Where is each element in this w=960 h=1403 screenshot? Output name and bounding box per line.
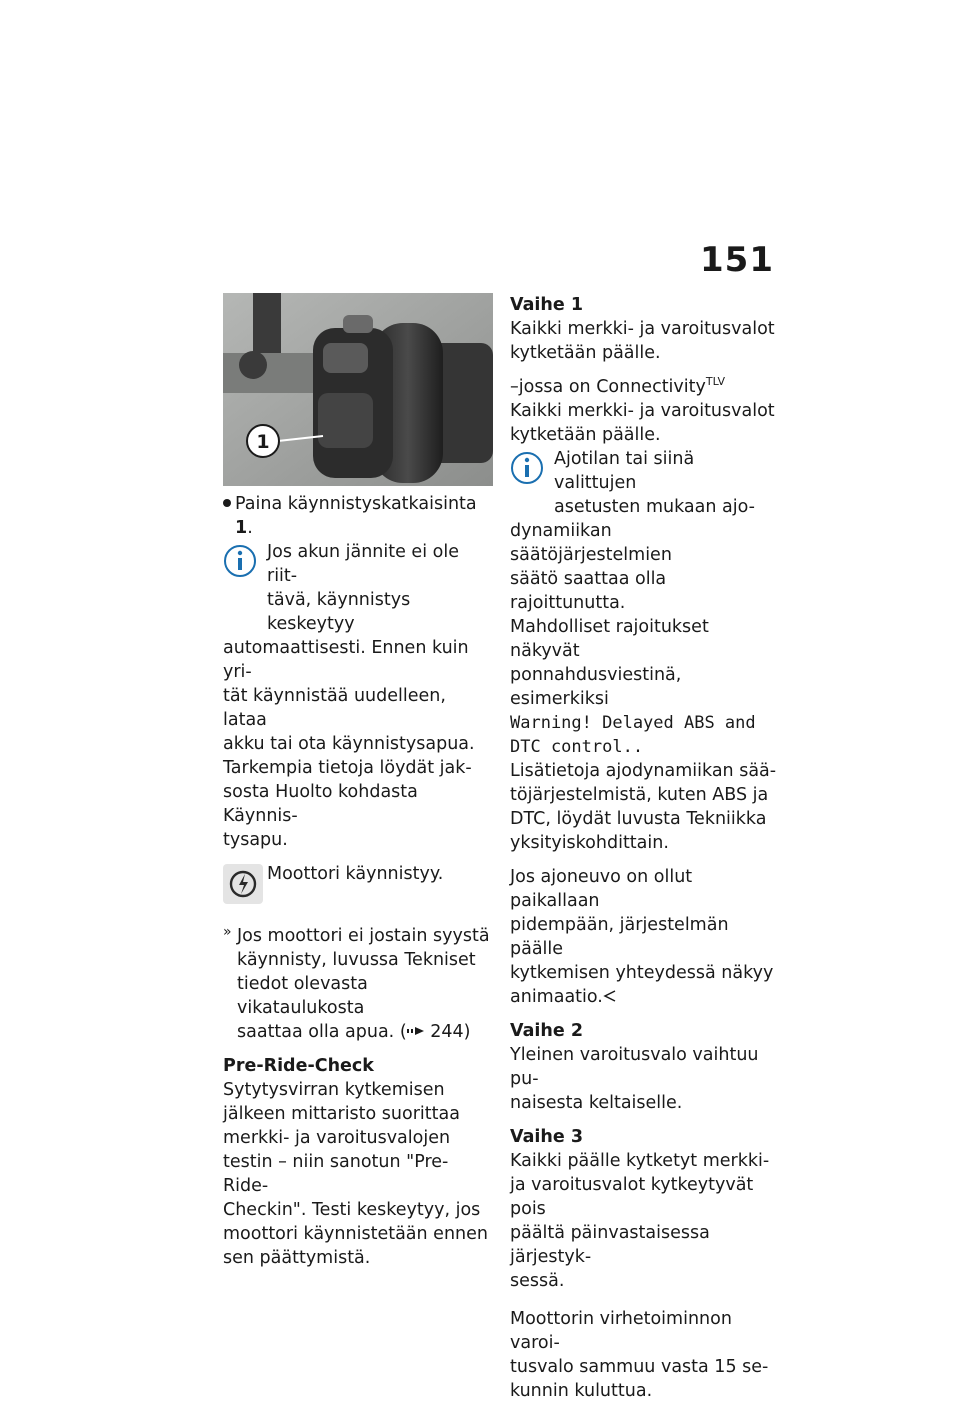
section-line: jälkeen mittaristo suorittaa — [223, 1104, 460, 1124]
section-line: moottori käynnistetään ennen — [223, 1224, 488, 1244]
figure-callout-1: 1 — [256, 431, 270, 453]
note-line: DTC, löydät luvusta Tekniikka — [510, 809, 767, 829]
phase3-title: Vaihe 3 — [510, 1127, 583, 1147]
handlebar-switch-photo — [223, 293, 493, 486]
note-line: ponnahdusviestinä, esimerkiksi — [510, 665, 682, 709]
phase3-line: päältä päinvastaisessa järjestyk- — [510, 1223, 710, 1267]
phase3-line: Kaikki päälle kytketyt merkki- — [510, 1151, 770, 1171]
left-column — [223, 293, 491, 1270]
final-line: Moottorin virhetoiminnon varoi- — [510, 1309, 732, 1353]
idle-line: Jos ajoneuvo on ollut paikallaan — [510, 867, 693, 911]
note-line: säätö saattaa olla rajoittunutta. — [510, 569, 667, 613]
note-line: Mahdolliset rajoitukset näkyvät — [510, 617, 709, 661]
note-line: dynamiikan säätöjärjestelmien — [510, 521, 672, 565]
result-line: Jos moottori ei jostain syystä — [237, 926, 490, 946]
connectivity-line: kytketään päälle. — [510, 425, 661, 445]
popup-message-line: DTC control.. — [510, 737, 644, 757]
result-line: tiedot olevasta vikataulukosta — [237, 974, 368, 1018]
phase2-line: Yleinen varoitusvalo vaihtuu pu- — [510, 1045, 759, 1089]
connectivity-heading: –jossa on Connectivity$^{TLV}$ — [510, 375, 726, 397]
engine-start-text: Moottori käynnistyy. — [267, 864, 444, 884]
reference-arrow-icon — [407, 1025, 425, 1037]
info-icon — [510, 451, 544, 485]
page-reference-link[interactable]: 244 — [430, 1022, 464, 1042]
result-block — [223, 924, 491, 1044]
page-number: 151 — [700, 240, 774, 280]
engine-start-note — [223, 862, 491, 906]
idle-line: kytkemisen yhteydessä näkyy — [510, 963, 774, 983]
phase1-line: Kaikki merkki- ja varoitusvalot — [510, 319, 775, 339]
action-step: Paina käynnistyskatkaisinta 1. — [223, 492, 491, 540]
end-of-section-icon — [603, 989, 617, 1003]
note-line: Jos akun jännite ei ole riit- — [267, 542, 459, 586]
engine-start-icon — [223, 864, 263, 904]
note-line: tävä, käynnistys keskeytyy — [267, 590, 411, 634]
phase1-line: kytketään päälle. — [510, 343, 661, 363]
section-line: sen päättymistä. — [223, 1248, 371, 1268]
final-line: kunnin kuluttua. — [510, 1381, 653, 1401]
section-line: Checkin". Testi keskeytyy, jos — [223, 1200, 481, 1220]
note-line: tysapu. — [223, 830, 288, 850]
note-line: akku tai ota käynnistysapua. — [223, 734, 475, 754]
phase3-line: sessä. — [510, 1271, 565, 1291]
battery-note — [223, 540, 491, 852]
note-line: Lisätietoja ajodynamiikan sää- — [510, 761, 777, 781]
idle-line: pidempään, järjestelmän päälle — [510, 915, 729, 959]
section-line: testin – niin sanotun "Pre-Ride- — [223, 1152, 449, 1196]
note-line: töjärjestelmistä, kuten ABS ja — [510, 785, 769, 805]
phase1-title: Vaihe 1 — [510, 295, 583, 315]
handlebar-switch-illustration — [223, 293, 493, 486]
bullet-icon — [223, 499, 231, 507]
ride-mode-note — [510, 447, 778, 855]
right-column — [510, 293, 778, 1403]
idle-line: animaatio. — [510, 985, 778, 1009]
result-arrow-icon: » — [223, 924, 232, 940]
note-line: Tarkempia tietoja löydät jak- — [223, 758, 472, 778]
result-line: käynnisty, luvussa Tekniset — [237, 950, 476, 970]
note-line: sosta Huolto kohdasta Käynnis- — [223, 782, 418, 826]
final-line: tusvalo sammuu vasta 15 se- — [510, 1357, 769, 1377]
phase3-line: ja varoitusvalot kytkeytyvät pois — [510, 1175, 754, 1219]
note-line: asetusten mukaan ajo- — [554, 497, 755, 517]
note-line: automaattisesti. Ennen kuin yri- — [223, 638, 469, 682]
note-line: tät käynnistää uudelleen, lataa — [223, 686, 446, 730]
result-line: saattaa olla apua. ( 244) — [237, 1022, 471, 1042]
connectivity-line: Kaikki merkki- ja varoitusvalot — [510, 401, 775, 421]
section-title: Pre-Ride-Check — [223, 1056, 374, 1076]
phase2-title: Vaihe 2 — [510, 1021, 583, 1041]
popup-message-line: Warning! Delayed ABS and — [510, 713, 756, 733]
phase2-line: naisesta keltaiselle. — [510, 1093, 683, 1113]
info-icon — [223, 544, 257, 578]
note-line: Ajotilan tai siinä valittujen — [554, 449, 695, 493]
section-line: merkki- ja varoitusvalojen — [223, 1128, 451, 1148]
note-line: yksityiskohdittain. — [510, 833, 669, 853]
idle-animation-paragraph — [510, 865, 778, 1009]
section-line: Sytytysvirran kytkemisen — [223, 1080, 445, 1100]
